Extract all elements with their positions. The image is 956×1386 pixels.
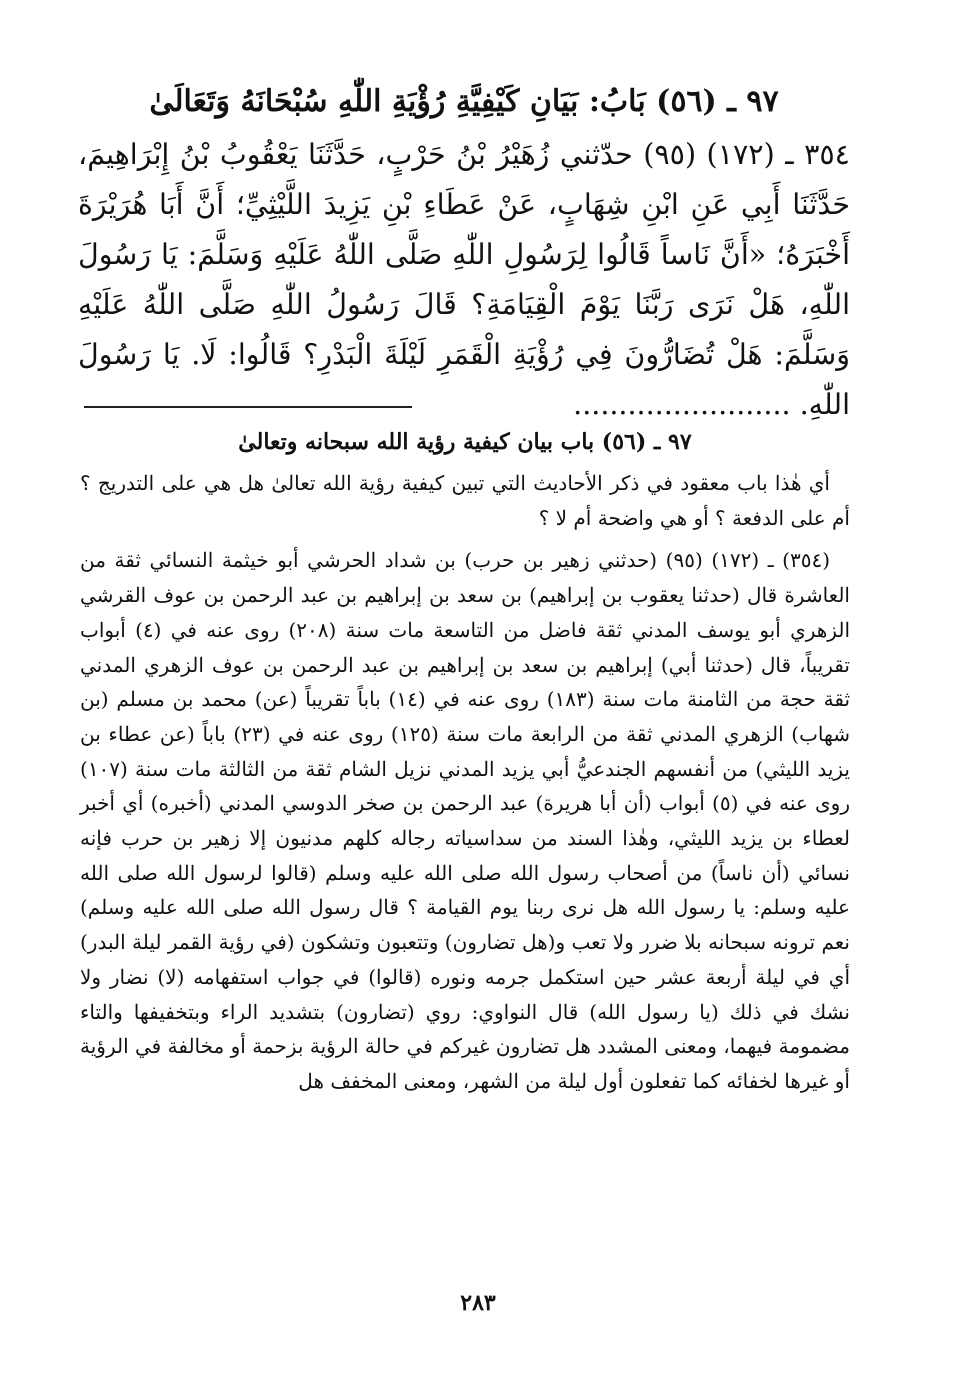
- page-number: ٢٨٣: [460, 1290, 496, 1316]
- chapter-title: ٩٧ ـ (٥٦) بَابُ: بَيَانِ كَيْفِيَّةِ رُؤْيَةِ اللّٰهِ سُبْحَانَهُ وَتَعَالَىٰ: [149, 84, 779, 119]
- hadith-text: ٣٥٤ ـ (١٧٢) (٩٥) حدّثني زُهَيْرُ بْنُ حَرْبٍ، حَدَّثَنَا يَعْقُوبُ بْنُ إِبْرَاهِيمَ، حَدَّثَنَا أَبِي عَنِ ابْنِ شِهَابٍ، عَنْ عَطَاءِ بْنِ يَزِيدَ اللَّيْثِيِّ؛ أَنَّ أَبَا هُرَيْرَةَ أَخْبَرَهُ؛ «أَنَّ نَاساً قَالُوا لِرَسُولِ اللّٰهِ صَلَّى اللّٰهُ عَلَيْهِ وَسَلَّمَ: يَا رَسُولَ اللّٰهِ، هَلْ نَرَى رَبَّنَا يَوْمَ الْقِيَامَةِ؟ قَالَ رَسُولُ اللّٰهِ صَلَّى اللّٰهُ عَلَيْهِ وَسَلَّمَ: هَلْ تُضَارُّونَ فِي رُؤْيَةِ الْقَمَرِ لَيْلَةَ الْبَدْرِ؟ قَالُوا: لَا. يَا رَسُولَ اللّٰهِ. ........................: [78, 138, 850, 421]
- commentary-intro: أي هٰذا باب معقود في ذكر الأحاديث التي تبين كيفية رؤية الله تعالىٰ هل هي على التدريج ؟ أم على الدفعة ؟ أو هي واضحة أم لا ؟: [80, 471, 850, 530]
- commentary-body: (٣٥٤) ـ (١٧٢) (٩٥) (حدثني زهير بن حرب) بن شداد الحرشي أبو خيثمة النسائي ثقة من العاشرة قال (حدثنا يعقوب بن إبراهيم) بن سعد بن إبراهيم بن عبد الرحمن بن عوف القرشي الزهري أبو يوسف المدني ثقة فاضل من التاسعة مات سنة (٢٠٨) روى عنه في (٤) أبواب تقريباً، قال (حدثنا أبي) إبراهيم بن سعد بن إبراهيم بن عبد الرحمن بن عوف الزهري المدني ثقة حجة من الثامنة مات سنة (١٨٣) روى عنه في (١٤) باباً تقريباً (عن) محمد بن مسلم (بن شهاب) الزهري المدني ثقة من الرابعة مات سنة (١٢٥) روى عنه في (٢٣) باباً (عن عطاء بن يزيد الليثي) من أنفسهم الجندعيُّ أبي يزيد المدني نزيل الشام ثقة من الثالثة مات سنة (١٠٧) روى عنه في (٥) أبواب (أن أبا هريرة) عبد الرحمن بن صخر الدوسي المدني (أخبره) أي أخبر لعطاء بن يزيد الليثي، وهٰذا السند من سداسياته رجاله كلهم مدنيون إلا زهير بن حرب فإنه نسائي (أن ناساً) من أصحاب رسول الله صلى الله عليه وسلم (قالوا لرسول الله صلى الله عليه وسلم: يا رسول الله هل نرى ربنا يوم القيامة ؟ قال رسول الله صلى الله عليه وسلم) نعم ترونه سبحانه بلا ضرر ولا تعب و(هل تضارون) وتتعبون وتشكون (في رؤية القمر ليلة البدر) أي في ليلة أربعة عشر حين استكمل جرمه ونوره (قالوا) في جواب استفهامه (لا) نضار ولا نشك في ذلك (يا رسول الله) قال النواوي: روي (تضارون) بتشديد الراء وبتخفيفها والتاء مضمومة فيهما، ومعنى المشدد هل تضارون غيركم في حالة الرؤية بزحمة أو مخالفة في الرؤية أو غيرها لخفائه كما تفعلون أول ليلة من الشهر، ومعنى المخفف هل: [80, 548, 851, 1093]
- commentary-title: ٩٧ ـ (٥٦) باب بيان كيفية رؤية الله سبحانه وتعالىٰ: [238, 429, 692, 455]
- footnote-divider: [84, 406, 412, 408]
- main-text-block: [78, 80, 850, 430]
- commentary-block: [80, 422, 850, 1099]
